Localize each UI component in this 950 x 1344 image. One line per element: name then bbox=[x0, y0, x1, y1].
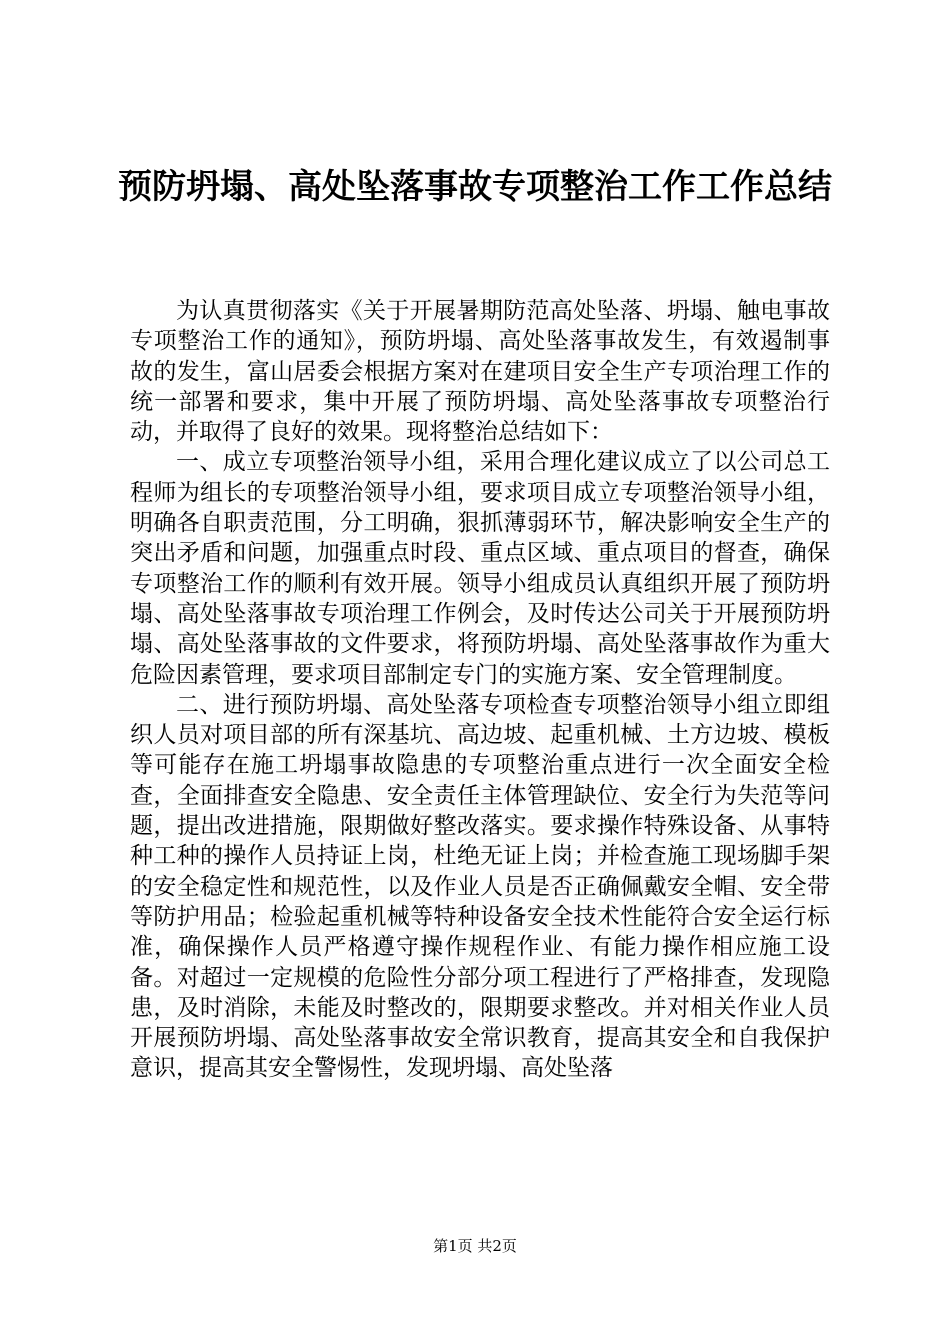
document-body bbox=[130, 296, 830, 1084]
document-title: 预防坍塌、高处坠落事故专项整治工作工作总结 bbox=[118, 167, 832, 207]
paragraph-section-2: 二、进行预防坍塌、高处坠落专项检查专项整治领导小组立即组织人员对项目部的所有深基坑、高边坡、起重机械、土方边坡、模板等可能存在施工坍塌事故隐患的专项整治重点进行一次全面安全检查，全面排查安全隐患、安全责任主体管理缺位、安全行为失范等问题，提出改进措施，限期做好整改落实。要求操作特殊设备、从事特种工种的操作人员持证上岗，杜绝无证上岗；并检查施工现场脚手架的安全稳定性和规范性，以及作业人员是否正确佩戴安全帽、安全带等防护用品；检验起重机械等特种设备安全技术性能符合安全运行标准，确保操作人员严格遵守操作规程作业、有能力操作相应施工设备。对超过一定规模的危险性分部分项工程进行了严格排查，发现隐患，及时消除，未能及时整改的，限期要求整改。并对相关作业人员开展预防坍塌、高处坠落事故安全常识教育，提高其安全和自我保护意识，提高其安全警惕性，发现坍塌、高处坠落 bbox=[130, 691, 830, 1082]
paragraph-intro: 为认真贯彻落实《关于开展暑期防范高处坠落、坍塌、触电事故专项整治工作的通知》，预防坍塌、高处坠落事故发生，有效遏制事故的发生，富山居委会根据方案对在建项目安全生产专项治理工作的统一部署和要求，集中开展了预防坍塌、高处坠落事故专项整治行动，并取得了良好的效果。现将整治总结如下： bbox=[130, 298, 830, 446]
paragraph-section-1: 一、成立专项整治领导小组，采用合理化建议成立了以公司总工程师为组长的专项整治领导小组，要求项目成立专项整治领导小组，明确各自职责范围，分工明确，狠抓薄弱环节，解决影响安全生产的突出矛盾和问题，加强重点时段、重点区域、重点项目的督查，确保专项整治工作的顺利有效开展。领导小组成员认真组织开展了预防坍塌、高处坠落事故专项治理工作例会，及时传达公司关于开展预防坍塌、高处坠落事故的文件要求，将预防坍塌、高处坠落事故作为重大危险因素管理，要求项目部制定专门的实施方案、安全管理制度。 bbox=[130, 449, 830, 688]
page-number-footer: 第1页 共2页 bbox=[433, 1237, 517, 1255]
